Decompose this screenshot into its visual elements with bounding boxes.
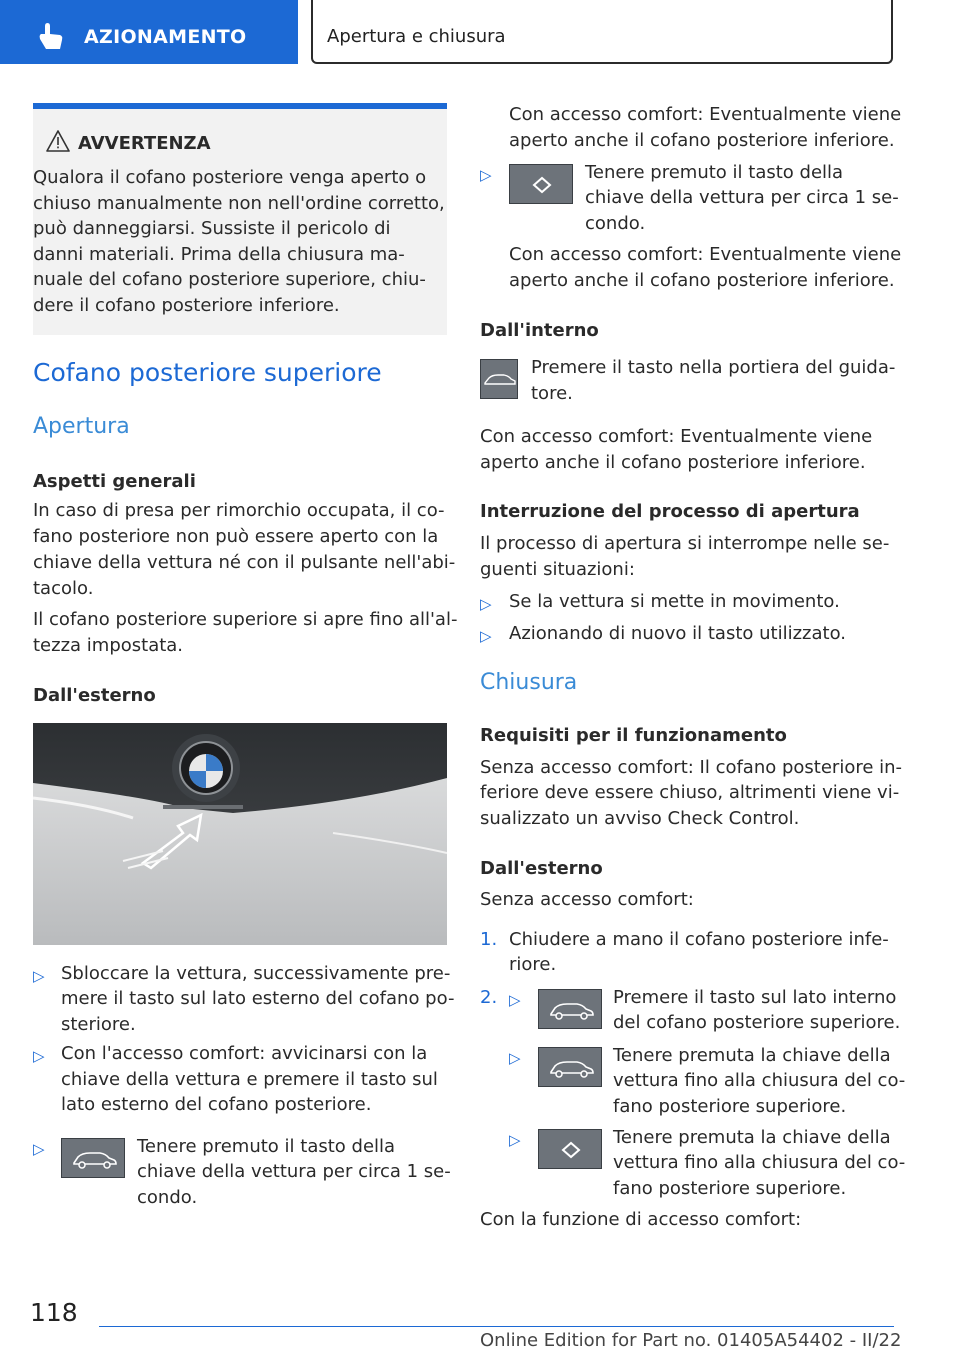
page-number: 118 xyxy=(30,1298,78,1327)
interrupt-title: Interruzione del processo di apertura xyxy=(480,501,860,522)
paragraph-line: chiave della vettura né con il pulsante nell'abi- xyxy=(33,552,456,573)
requirements-title: Requisiti per il funzionamento xyxy=(480,725,787,746)
bullet-marker: ▷ xyxy=(33,1140,45,1158)
bullet-marker: ▷ xyxy=(33,967,45,985)
step-line: fano posteriore superiore. xyxy=(613,1096,847,1117)
trunk-button-photo xyxy=(33,723,447,945)
bullet-marker: ▷ xyxy=(509,1131,521,1149)
bullet-line: chiave della vettura per circa 1 se- xyxy=(137,1161,451,1182)
warning-line: nuale del cofano posteriore superiore, chiu- xyxy=(33,269,426,290)
bullet-line: Con l'accesso comfort: avvicinarsi con la xyxy=(61,1043,428,1064)
paragraph-line: sualizzato un avviso Check Control. xyxy=(480,808,800,829)
bullet-line: mere il tasto sul lato esterno del cofano po- xyxy=(61,988,455,1009)
comfort-note-line: aperto anche il cofano posteriore inferiore. xyxy=(509,270,895,291)
bullet-marker: ▷ xyxy=(480,627,492,645)
bullet-marker: ▷ xyxy=(480,166,492,184)
step-line: Chiudere a mano il cofano posteriore infe- xyxy=(509,929,889,950)
warning-accent-bar xyxy=(33,103,447,109)
paragraph-line: tore. xyxy=(531,383,573,404)
step-number: 2. xyxy=(480,987,498,1008)
bullet-marker: ▷ xyxy=(509,991,521,1009)
car-tailgate-key-icon xyxy=(538,1047,602,1087)
pointing-hand-icon xyxy=(36,22,66,52)
car-tailgate-key-icon xyxy=(61,1138,125,1178)
step-line: Premere il tasto sul lato interno xyxy=(613,987,897,1008)
paragraph-line: Con la funzione di accesso comfort: xyxy=(480,1209,802,1230)
bullet-line: lato esterno del cofano posteriore. xyxy=(61,1094,372,1115)
paragraph-line: Senza accesso comfort: xyxy=(480,889,694,910)
comfort-note-line: aperto anche il cofano posteriore inferiore. xyxy=(480,452,866,473)
door-tailgate-button-icon xyxy=(480,359,518,399)
bullet-line: condo. xyxy=(137,1187,198,1208)
warning-line: danni materiali. Prima della chiusura ma- xyxy=(33,244,405,265)
paragraph-line: tezza impostata. xyxy=(33,635,184,656)
comfort-note-line: aperto anche il cofano posteriore inferiore. xyxy=(509,130,895,151)
paragraph-line: guenti situazioni: xyxy=(480,559,635,580)
bullet-marker: ▷ xyxy=(509,1049,521,1067)
subheading: Chiusura xyxy=(480,670,578,695)
step-line: riore. xyxy=(509,954,557,975)
subheading: Apertura xyxy=(33,414,130,439)
step-line: fano posteriore superiore. xyxy=(613,1178,847,1199)
car-tailgate-key-icon xyxy=(538,989,602,1029)
step-line: Tenere premuta la chiave della xyxy=(613,1127,891,1148)
step-line: vettura fino alla chiusura del co- xyxy=(613,1070,906,1091)
footer-divider xyxy=(99,1326,894,1327)
step-line: vettura fino alla chiusura del co- xyxy=(613,1152,906,1173)
bullet-line: chiave della vettura e premere il tasto sul xyxy=(61,1069,438,1090)
warning-line: può danneggiarsi. Sussiste il pericolo di xyxy=(33,218,391,239)
bullet-marker: ▷ xyxy=(33,1047,45,1065)
step-number: 1. xyxy=(480,929,498,950)
bullet-line: Azionando di nuovo il tasto utilizzato. xyxy=(509,623,846,644)
comfort-note-line: Con accesso comfort: Eventualmente viene xyxy=(509,244,902,265)
key-unlock-icon xyxy=(509,164,573,204)
paragraph-line: Premere il tasto nella portiera del guida- xyxy=(531,357,896,378)
paragraph-line: Senza accesso comfort: Il cofano posteriore in- xyxy=(480,757,903,778)
paragraph-line: Il processo di apertura si interrompe nelle se- xyxy=(480,533,890,554)
comfort-note-line: Con accesso comfort: Eventualmente viene xyxy=(509,104,902,125)
paragraph-line: fano posteriore non può essere aperto con la xyxy=(33,526,439,547)
bullet-line: chiave della vettura per circa 1 se- xyxy=(585,187,899,208)
step-line: Tenere premuta la chiave della xyxy=(613,1045,891,1066)
bullet-marker: ▷ xyxy=(480,595,492,613)
section-tab xyxy=(0,0,298,64)
chapter-title: Apertura e chiusura xyxy=(327,26,506,47)
step-line: del cofano posteriore superiore. xyxy=(613,1012,901,1033)
bullet-line: Se la vettura si mette in movimento. xyxy=(509,591,840,612)
paragraph-line: feriore deve essere chiuso, altrimenti viene vi- xyxy=(480,782,900,803)
section-title: AZIONAMENTO xyxy=(84,26,247,48)
bullet-line: Tenere premuto il tasto della xyxy=(585,162,844,183)
chapter-tab xyxy=(311,0,893,64)
bullet-line: condo. xyxy=(585,213,646,234)
paragraph-line: Il cofano posteriore superiore si apre fino all'al- xyxy=(33,609,458,630)
bullet-line: Tenere premuto il tasto della xyxy=(137,1136,396,1157)
section-heading: Cofano posteriore superiore xyxy=(33,358,382,387)
outside-title: Dall'esterno xyxy=(33,685,156,706)
warning-line: dere il cofano posteriore inferiore. xyxy=(33,295,340,316)
comfort-note-line: Con accesso comfort: Eventualmente viene xyxy=(480,426,873,447)
key-unlock-icon xyxy=(538,1129,602,1169)
warning-line: chiuso manualmente non nell'ordine corretto, xyxy=(33,193,445,214)
general-title: Aspetti generali xyxy=(33,471,196,492)
outside-title: Dall'esterno xyxy=(480,858,603,879)
bullet-line: Sbloccare la vettura, successivamente pre- xyxy=(61,963,451,984)
warning-title: AVVERTENZA xyxy=(78,133,211,154)
inside-title: Dall'interno xyxy=(480,320,599,341)
warning-triangle-icon xyxy=(46,130,70,152)
edition-footer: Online Edition for Part no. 01405A54402 - II/22 xyxy=(480,1330,902,1351)
paragraph-line: In caso di presa per rimorchio occupata, il co- xyxy=(33,500,445,521)
paragraph-line: tacolo. xyxy=(33,578,94,599)
warning-line: Qualora il cofano posteriore venga aperto o xyxy=(33,167,427,188)
bullet-line: steriore. xyxy=(61,1014,136,1035)
